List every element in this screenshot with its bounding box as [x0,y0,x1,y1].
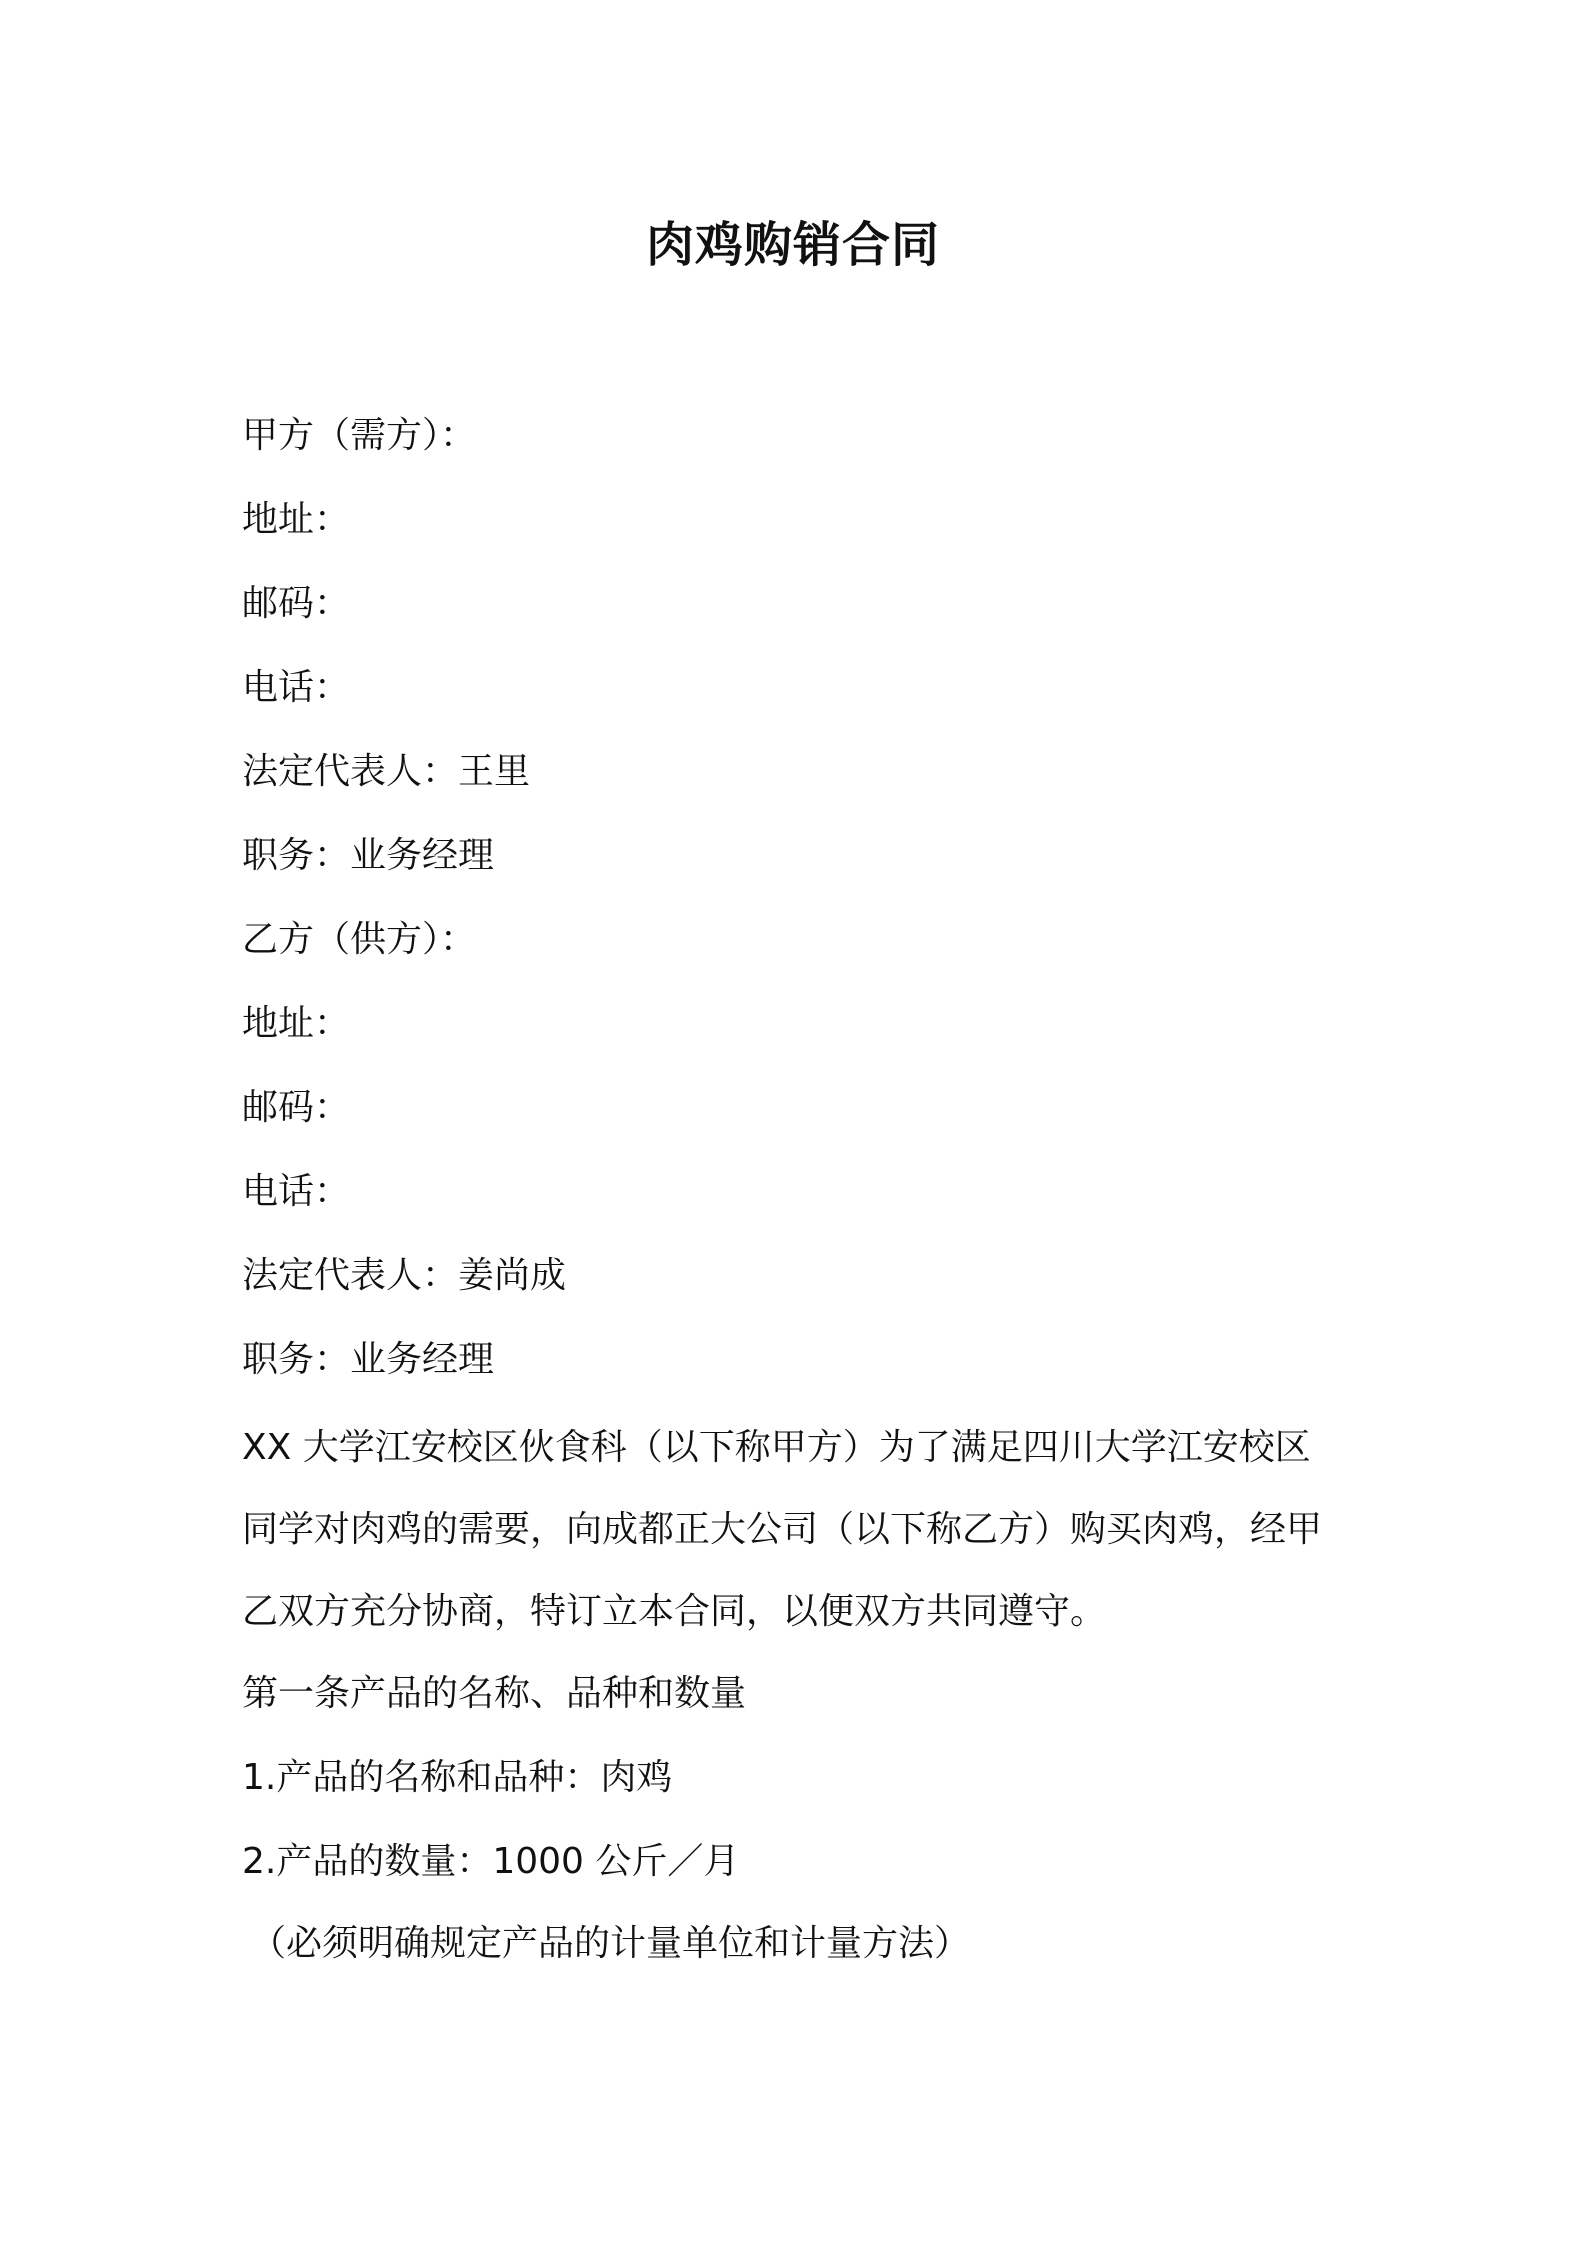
party-b-postcode: 邮码： [242,1087,351,1128]
party-b-position-value: 业务经理 [350,1339,495,1380]
party-a-postcode: 邮码： [242,583,351,624]
party-b-rep-value: 姜尚成 [458,1255,567,1296]
party-a-phone: 电话： [242,667,351,708]
party-a-rep-label: 法定代表人： [242,751,459,792]
article-1-note: （必须明确规定产品的计量单位和计量方法） [250,1923,971,1964]
party-a-address: 地址： [242,499,351,540]
document-title: 肉鸡购销合同 [645,217,940,273]
party-a-header: 甲方（需方）： [242,415,477,456]
article-1-item-1: 1.产品的名称和品种：肉鸡 [242,1757,673,1798]
party-b-header: 乙方（供方）： [242,919,477,960]
party-b-representative [242,1248,566,1304]
party-a-position-label: 职务： [242,835,351,876]
intro-line-2: 同学对肉鸡的需要，向成都正大公司（以下称乙方）购买肉鸡，经甲 [242,1509,1323,1550]
party-a-position-value: 业务经理 [350,835,495,876]
party-a-rep-value: 王里 [458,751,531,792]
party-a-representative [242,744,530,800]
party-b-rep-label: 法定代表人： [242,1255,459,1296]
party-b-phone: 电话： [242,1171,351,1212]
intro-line-1: XX 大学江安校区伙食科（以下称甲方）为了满足四川大学江安校区 [242,1427,1311,1468]
party-b-position [242,1332,494,1388]
party-b-address: 地址： [242,1003,351,1044]
article-1-heading: 第一条产品的名称、品种和数量 [242,1673,747,1714]
intro-line-3: 乙双方充分协商，特订立本合同，以便双方共同遵守。 [242,1591,1107,1632]
party-b-position-label: 职务： [242,1339,351,1380]
article-1-item-2: 2.产品的数量：1000 公斤／月 [242,1841,740,1882]
party-a-position [242,828,494,884]
